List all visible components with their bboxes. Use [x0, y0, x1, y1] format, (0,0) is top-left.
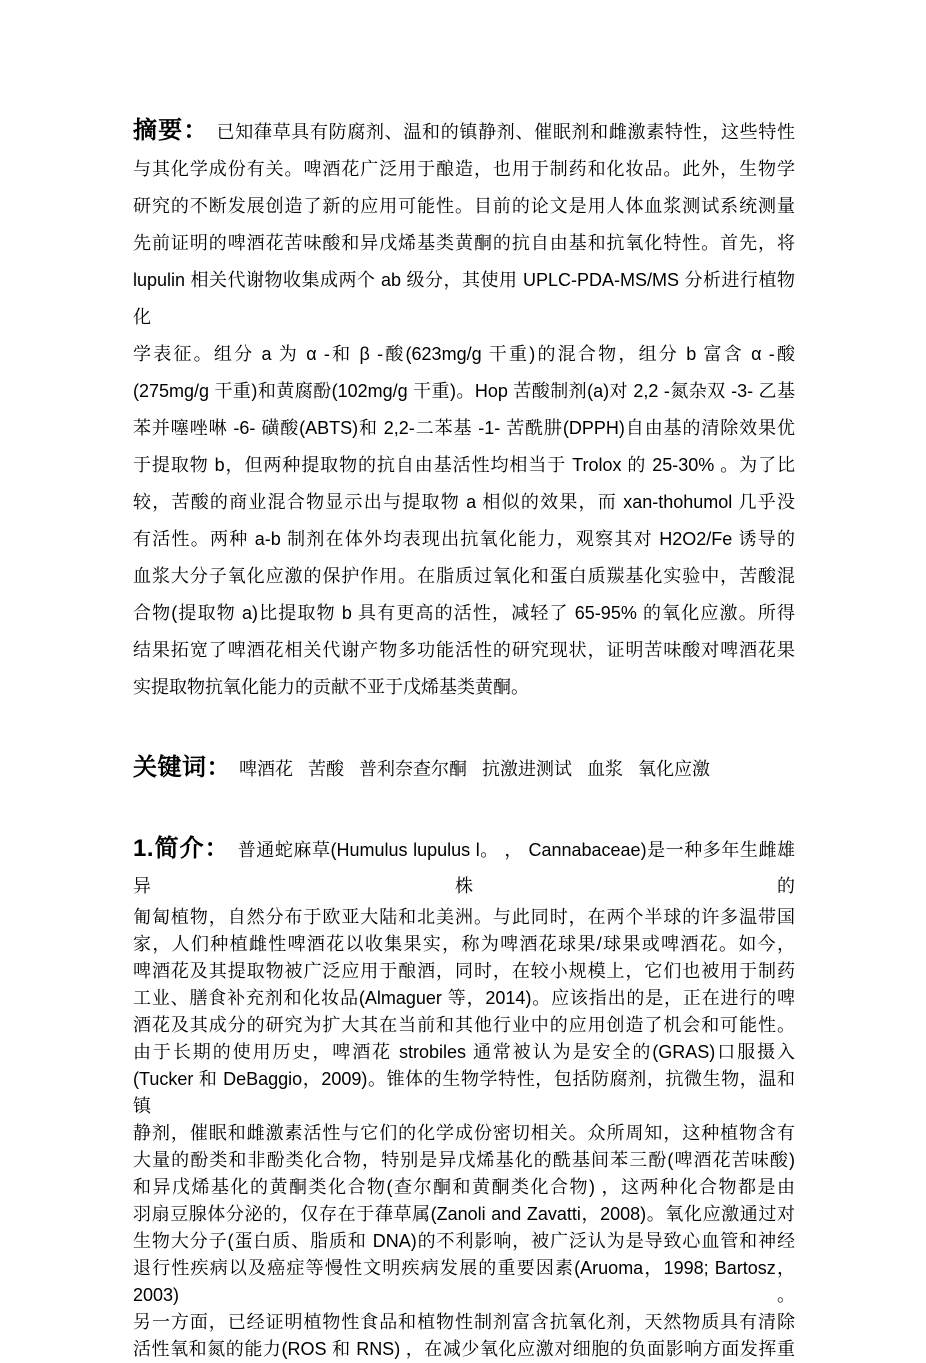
- abstract-line: 学表征。组分 a 为 α -和 β -酸(623mg/g 干重)的混合物，组分 b 富含 α -酸: [133, 344, 795, 364]
- introduction-line: 家，人们种植雌性啤酒花以收集果实，称为啤酒花球果/球果或啤酒花。如今，: [133, 934, 795, 954]
- introduction-line: 由于长期的使用历史，啤酒花 strobiles 通常被认为是安全的(GRAS)口服摄入: [133, 1042, 795, 1062]
- abstract-line: 合物(提取物 a)比提取物 b 具有更高的活性，减轻了 65-95% 的氧化应激。所得: [133, 603, 795, 623]
- keyword: 氧化应激: [638, 759, 710, 779]
- introduction-body: [133, 831, 795, 1363]
- introduction-line: 酒花及其成分的研究为扩大其在当前和其他行业中的应用创造了机会和可能性。: [133, 1015, 795, 1035]
- abstract-line: 有活性。两种 a-b 制剂在体外均表现出抗氧化能力，观察其对 H2O2/Fe 诱导的: [133, 529, 795, 549]
- introduction-line: 和异戊烯基化的黄酮类化合物(查尔酮和黄酮类化合物) ，这两种化合物都是由: [133, 1177, 795, 1197]
- introduction-line: 匍匐植物，自然分布于欧亚大陆和北美洲。与此同时，在两个半球的许多温带国: [133, 907, 795, 927]
- keywords-list: [239, 759, 725, 779]
- introduction-line: 另一方面，已经证明植物性食品和植物性制剂富含抗氧化剂，天然物质具有清除: [133, 1312, 795, 1332]
- abstract-line: 苯并噻唑啉 -6- 磺酸(ABTS)和 2,2-二苯基 -1- 苦酰肼(DPPH)自由基的清除效果优: [133, 418, 795, 438]
- abstract-heading: 摘要：: [133, 117, 209, 144]
- introduction-line: 羽扇豆腺体分泌的，仅存在于葎草属(Zanoli and Zavatti，2008)。氧化应激通过对: [133, 1204, 795, 1224]
- abstract-line: 较，苦酸的商业混合物显示出与提取物 a 相似的效果，而 xan-thohumol 几乎没: [133, 492, 795, 512]
- keyword: 血浆: [587, 759, 623, 779]
- abstract-body: [133, 112, 795, 706]
- abstract-line: (275mg/g 干重)和黄腐酚(102mg/g 干重)。Hop 苦酸制剂(a)对 2,2 -氮杂双 -3- 乙基: [133, 381, 795, 401]
- introduction-first-line: [133, 831, 795, 904]
- abstract-line: 先前证明的啤酒花苦味酸和异戊烯基类黄酮的抗自由基和抗氧化特性。首先，将: [133, 233, 795, 253]
- abstract-line: 结果拓宽了啤酒花相关代谢产物多功能活性的研究现状，证明苦味酸对啤酒花果: [133, 640, 795, 660]
- keyword: 抗激进测试: [482, 759, 572, 779]
- document-content: [133, 112, 795, 1363]
- abstract-line: 于提取物 b，但两种提取物的抗自由基活性均相当于 Trolox 的 25-30% 。为了比: [133, 455, 795, 475]
- keywords-section: [133, 752, 795, 787]
- keyword: 苦酸: [308, 759, 344, 779]
- introduction-first-line-text: 普通蛇麻草(Humulus lupulus l。 ， Cannabaceae)是一种多年生雌雄异株的: [133, 840, 795, 896]
- abstract-line: 与其化学成份有关。啤酒花广泛用于酿造，也用于制药和化妆品。此外，生物学: [133, 159, 795, 179]
- abstract-line: lupulin 相关代谢物收集成两个 ab 级分，其使用 UPLC-PDA-MS/MS 分析进行植物化: [133, 270, 795, 327]
- abstract-line: 血浆大分子氧化应激的保护作用。在脂质过氧化和蛋白质羰基化实验中，苦酸混: [133, 566, 795, 586]
- introduction-line: 退行性疾病以及癌症等慢性文明疾病发展的重要因素(Aruoma，1998; Bartosz，2003)。: [133, 1258, 795, 1305]
- keyword: 普利奈查尔酮: [359, 759, 467, 779]
- keywords-heading: 关键词：: [133, 754, 231, 781]
- introduction-section: [133, 831, 795, 1363]
- introduction-line: 活性氧和氮的能力(ROS 和 RNS) ，在减少氧化应激对细胞的负面影响方面发挥重: [133, 1339, 795, 1359]
- introduction-line: 静剂，催眠和雌激素活性与它们的化学成份密切相关。众所周知，这种植物含有: [133, 1123, 795, 1143]
- introduction-line: 大量的酚类和非酚类化合物，特别是异戊烯基化的酰基间苯三酚(啤酒花苦味酸): [133, 1150, 795, 1170]
- abstract-section: [133, 112, 795, 706]
- keyword: 啤酒花: [239, 759, 293, 779]
- abstract-first-line: [133, 112, 795, 151]
- introduction-line: 生物大分子(蛋白质、脂质和 DNA)的不利影响，被广泛认为是导致心血管和神经: [133, 1231, 795, 1251]
- abstract-first-line-text: 已知葎草具有防腐剂、温和的镇静剂、催眠剂和雌激素特性，这些特性: [216, 122, 795, 142]
- abstract-line: 实提取物抗氧化能力的贡献不亚于戊烯基类黄酮。: [133, 677, 529, 697]
- abstract-line: 研究的不断发展创造了新的应用可能性。目前的论文是用人体血浆测试系统测量: [133, 196, 795, 216]
- introduction-line: (Tucker 和 DeBaggio，2009)。锥体的生物学特性，包括防腐剂，抗微生物，温和镇: [133, 1069, 795, 1116]
- introduction-heading: 1.简介：: [133, 835, 230, 862]
- introduction-line: 啤酒花及其提取物被广泛应用于酿酒，同时，在较小规模上，它们也被用于制药: [133, 961, 795, 981]
- introduction-line: 工业、膳食补充剂和化妆品(Almaguer 等，2014)。应该指出的是，正在进行的啤: [133, 988, 795, 1008]
